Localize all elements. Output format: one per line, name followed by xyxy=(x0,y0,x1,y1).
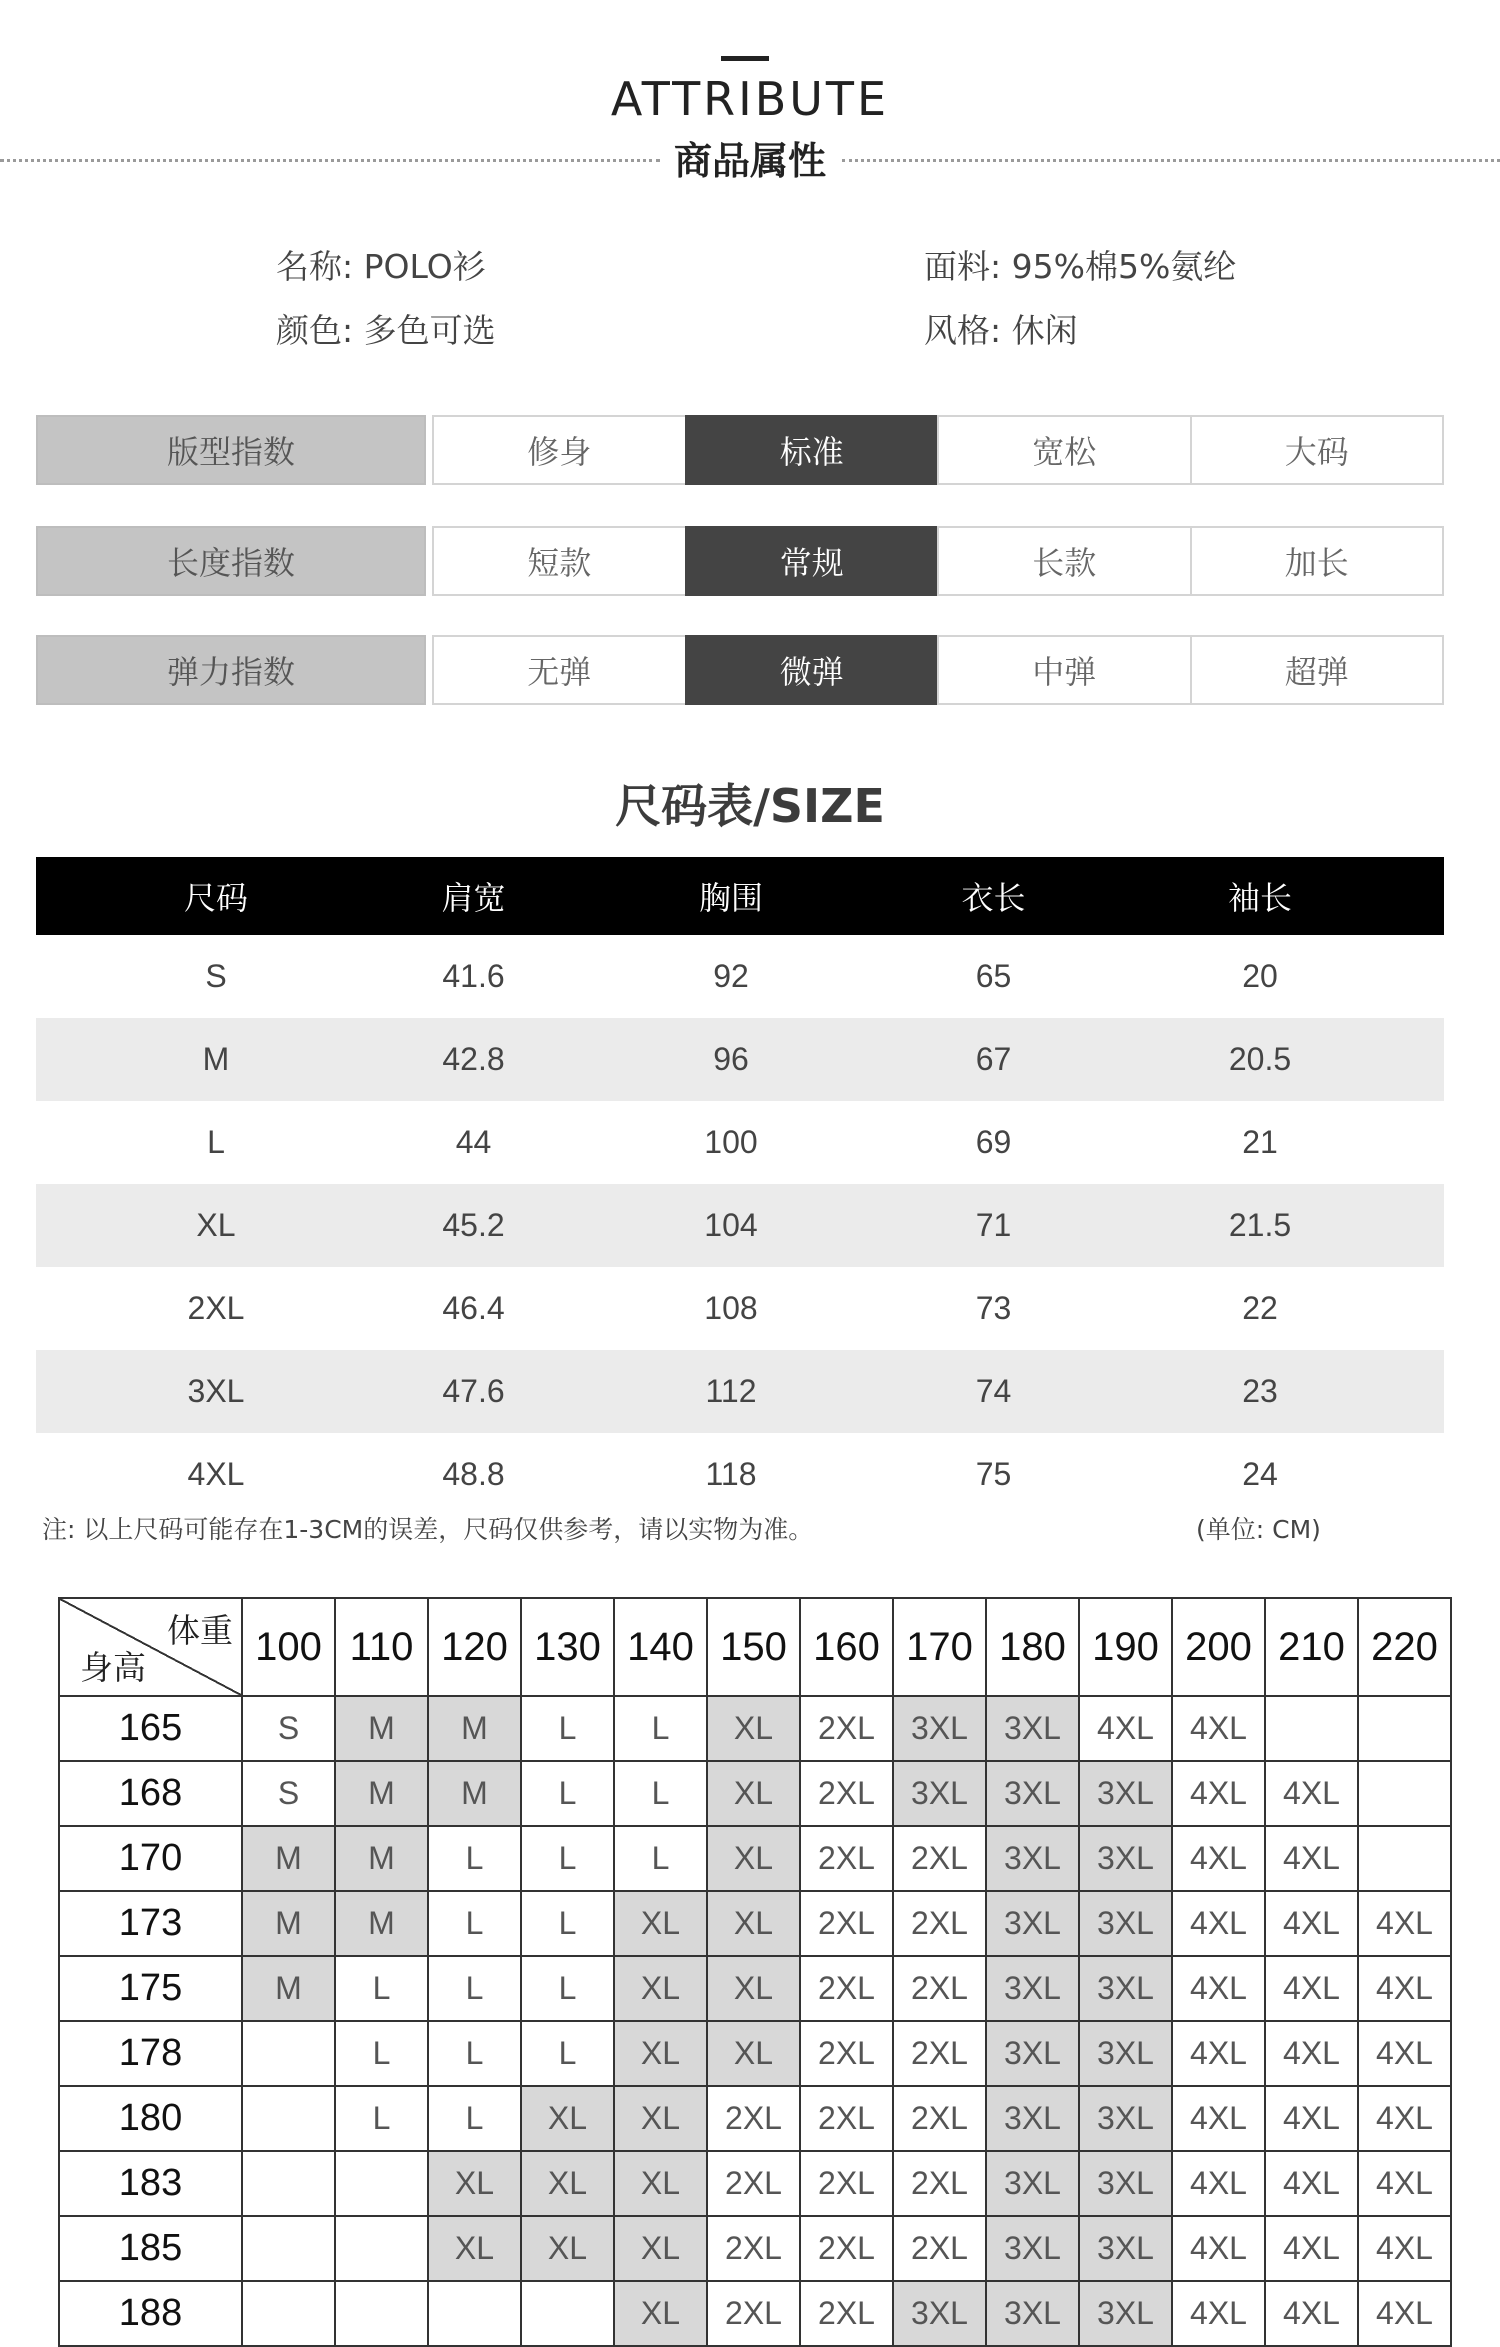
size-cell: M xyxy=(335,1761,428,1826)
weight-header: 140 xyxy=(614,1598,707,1696)
size-cell: S xyxy=(242,1761,335,1826)
size-cell: XL xyxy=(707,1761,800,1826)
size-cell: 4XL xyxy=(1172,2086,1265,2151)
height-value: 185 xyxy=(59,2216,242,2281)
table-cell: 21.5 xyxy=(1076,1184,1444,1267)
table-cell: 42.8 xyxy=(396,1018,551,1101)
size-cell xyxy=(335,2281,428,2346)
size-cell: XL xyxy=(614,2021,707,2086)
size-cell: M xyxy=(242,1826,335,1891)
table-cell: 23 xyxy=(1076,1350,1444,1433)
height-value: 183 xyxy=(59,2151,242,2216)
size-cell xyxy=(521,2281,614,2346)
size-cell: 3XL xyxy=(1079,1956,1172,2021)
table-cell: 45.2 xyxy=(396,1184,551,1267)
size-cell: 2XL xyxy=(893,2216,986,2281)
size-cell: L xyxy=(614,1696,707,1761)
size-cell: 3XL xyxy=(1079,1761,1172,1826)
size-cell: XL xyxy=(521,2216,614,2281)
size-cell: 4XL xyxy=(1265,1891,1358,1956)
weight-header: 110 xyxy=(335,1598,428,1696)
size-cell: L xyxy=(428,1891,521,1956)
stretch-index-label: 弹力指数 xyxy=(36,635,426,705)
table-cell: 96 xyxy=(551,1018,911,1101)
size-cell: 4XL xyxy=(1265,2021,1358,2086)
size-cell xyxy=(242,2216,335,2281)
height-value: 188 xyxy=(59,2281,242,2346)
table-cell: 3XL xyxy=(36,1350,396,1433)
size-cell: 2XL xyxy=(800,2021,893,2086)
chart-row xyxy=(59,2086,1451,2151)
size-cell: 2XL xyxy=(893,1956,986,2021)
size-cell: 4XL xyxy=(1079,1696,1172,1761)
table-cell: 118 xyxy=(705,1456,757,1492)
table-cell: 74 xyxy=(911,1350,1076,1433)
size-cell: 2XL xyxy=(800,2281,893,2346)
height-label: 身高 xyxy=(80,1649,146,1686)
size-cell: L xyxy=(521,1761,614,1826)
size-cell: 4XL xyxy=(1172,2151,1265,2216)
size-cell: 3XL xyxy=(986,1826,1079,1891)
size-cell: 3XL xyxy=(986,1761,1079,1826)
size-cell: XL xyxy=(428,2151,521,2216)
size-cell: 4XL xyxy=(1172,2021,1265,2086)
weight-header: 180 xyxy=(986,1598,1079,1696)
size-table-title: 尺码表/SIZE xyxy=(615,779,885,833)
size-cell: 4XL xyxy=(1358,1891,1451,1956)
size-cell: 2XL xyxy=(800,1891,893,1956)
weight-header: 150 xyxy=(707,1598,800,1696)
size-cell: 4XL xyxy=(1172,1891,1265,1956)
size-cell: 3XL xyxy=(1079,2086,1172,2151)
size-cell xyxy=(1358,1826,1451,1891)
size-table xyxy=(36,857,1444,1516)
size-cell: L xyxy=(614,1826,707,1891)
size-cell: 3XL xyxy=(893,1761,986,1826)
size-cell: 2XL xyxy=(800,1956,893,2021)
chart-row xyxy=(59,2216,1451,2281)
fit-option-standard: 标准 xyxy=(685,415,940,485)
size-cell: XL xyxy=(614,1891,707,1956)
table-cell: 4XL xyxy=(187,1456,245,1492)
size-cell: 2XL xyxy=(800,1696,893,1761)
size-cell xyxy=(242,2021,335,2086)
size-cell: L xyxy=(614,1761,707,1826)
table-cell: 71 xyxy=(911,1184,1076,1267)
size-cell: 2XL xyxy=(707,2281,800,2346)
size-unit: (单位: CM) xyxy=(1196,1515,1321,1544)
height-value: 173 xyxy=(59,1891,242,1956)
info-style: 风格: 休闲 xyxy=(924,311,1078,350)
chart-row xyxy=(59,1826,1451,1891)
weight-header: 170 xyxy=(893,1598,986,1696)
size-cell: XL xyxy=(707,1696,800,1761)
table-cell: 46.4 xyxy=(442,1290,505,1326)
info-color: 颜色: 多色可选 xyxy=(276,311,496,350)
size-cell: L xyxy=(335,1956,428,2021)
info-fabric: 面料: 95%棉5%氨纶 xyxy=(924,247,1237,286)
length-option-regular: 常规 xyxy=(685,526,940,596)
size-cell: 4XL xyxy=(1265,1826,1358,1891)
table-cell: 92 xyxy=(713,958,749,994)
size-cell: 3XL xyxy=(986,2151,1079,2216)
stretch-option-super: 超弹 xyxy=(1190,635,1445,705)
size-cell: 2XL xyxy=(707,2086,800,2151)
size-cell: 4XL xyxy=(1265,1956,1358,2021)
size-cell: L xyxy=(428,1826,521,1891)
size-cell: 4XL xyxy=(1265,2151,1358,2216)
table-cell: L xyxy=(207,1124,225,1160)
table-cell: 75 xyxy=(975,1456,1012,1492)
table-cell: M xyxy=(36,1018,396,1101)
info-name: 名称: POLO衫 xyxy=(276,247,486,286)
table-cell: 108 xyxy=(704,1290,758,1326)
size-cell: 3XL xyxy=(986,2281,1079,2346)
table-row xyxy=(36,935,1444,1018)
size-cell: XL xyxy=(614,2151,707,2216)
size-cell: 2XL xyxy=(707,2216,800,2281)
size-cell: M xyxy=(428,1696,521,1761)
chart-row xyxy=(59,2151,1451,2216)
size-cell: 2XL xyxy=(800,2151,893,2216)
weight-header: 190 xyxy=(1079,1598,1172,1696)
table-cell: 21 xyxy=(1242,1124,1278,1160)
size-cell: 4XL xyxy=(1265,1761,1358,1826)
table-cell: 24 xyxy=(1242,1456,1278,1492)
size-table-header xyxy=(36,857,1444,935)
weight-label: 体重 xyxy=(167,1612,233,1649)
size-cell: 2XL xyxy=(893,1826,986,1891)
size-cell: 3XL xyxy=(986,1956,1079,2021)
size-cell: 4XL xyxy=(1172,2281,1265,2346)
chart-row xyxy=(59,1761,1451,1826)
table-cell: 20 xyxy=(1242,958,1278,994)
table-cell: 48.8 xyxy=(442,1456,505,1492)
weight-header: 210 xyxy=(1265,1598,1358,1696)
size-cell: 3XL xyxy=(1079,2151,1172,2216)
size-note: 注: 以上尺码可能存在1-3CM的误差，尺码仅供参考，请以实物为准。 xyxy=(42,1515,814,1544)
table-row xyxy=(36,1267,1444,1350)
size-cell: XL xyxy=(614,2086,707,2151)
fit-option-slim: 修身 xyxy=(432,415,687,485)
size-cell xyxy=(335,2216,428,2281)
size-cell: 4XL xyxy=(1172,2216,1265,2281)
chart-row xyxy=(59,1696,1451,1761)
size-cell: XL xyxy=(707,1826,800,1891)
size-cell xyxy=(242,2086,335,2151)
size-cell xyxy=(1358,1696,1451,1761)
header-sleeve: 袖长 xyxy=(1076,857,1444,935)
chart-row xyxy=(59,1956,1451,2021)
size-cell: M xyxy=(428,1761,521,1826)
weight-header: 160 xyxy=(800,1598,893,1696)
size-cell: XL xyxy=(521,2086,614,2151)
size-cell: XL xyxy=(521,2151,614,2216)
fit-index-label: 版型指数 xyxy=(36,415,426,485)
size-cell: 4XL xyxy=(1172,1761,1265,1826)
size-cell: 4XL xyxy=(1172,1826,1265,1891)
table-row xyxy=(36,1350,1444,1433)
size-cell: 3XL xyxy=(1079,2281,1172,2346)
size-cell: 3XL xyxy=(1079,1891,1172,1956)
size-cell: L xyxy=(521,1826,614,1891)
chart-row xyxy=(59,1891,1451,1956)
table-cell: 104 xyxy=(551,1184,911,1267)
weight-header: 130 xyxy=(521,1598,614,1696)
size-cell: M xyxy=(242,1956,335,2021)
size-cell: M xyxy=(335,1826,428,1891)
length-option-extra-long: 加长 xyxy=(1190,526,1445,596)
size-cell: L xyxy=(521,1696,614,1761)
size-cell: XL xyxy=(614,2216,707,2281)
size-cell xyxy=(428,2281,521,2346)
header-length: 衣长 xyxy=(911,857,1076,935)
chart-row xyxy=(59,2021,1451,2086)
fit-option-plus: 大码 xyxy=(1190,415,1445,485)
height-value: 165 xyxy=(59,1696,242,1761)
size-cell: 3XL xyxy=(1079,1826,1172,1891)
table-cell: 69 xyxy=(975,1124,1012,1160)
size-cell: 2XL xyxy=(800,2216,893,2281)
size-cell xyxy=(242,2151,335,2216)
table-row xyxy=(36,1184,1444,1267)
size-cell: XL xyxy=(707,1956,800,2021)
size-cell xyxy=(335,2151,428,2216)
chart-header-row xyxy=(59,1598,1451,1696)
table-cell: 100 xyxy=(704,1124,758,1160)
size-cell: L xyxy=(521,1956,614,2021)
size-cell: 4XL xyxy=(1358,1956,1451,2021)
weight-header: 120 xyxy=(428,1598,521,1696)
table-cell: S xyxy=(205,958,227,994)
size-cell: 4XL xyxy=(1265,2086,1358,2151)
recommend-size-chart xyxy=(58,1597,1452,2347)
size-cell: 2XL xyxy=(800,1761,893,1826)
size-cell: XL xyxy=(614,1956,707,2021)
size-cell: L xyxy=(335,2021,428,2086)
table-cell: 65 xyxy=(975,958,1012,994)
size-cell: 4XL xyxy=(1265,2216,1358,2281)
stretch-option-medium: 中弹 xyxy=(937,635,1192,705)
length-option-long: 长款 xyxy=(937,526,1192,596)
size-cell: M xyxy=(242,1891,335,1956)
table-row xyxy=(36,1433,1444,1516)
chart-row xyxy=(59,2281,1451,2346)
chart-corner-cell xyxy=(59,1598,242,1696)
stretch-option-none: 无弹 xyxy=(432,635,687,705)
weight-header: 200 xyxy=(1172,1598,1265,1696)
table-cell: 41.6 xyxy=(442,958,505,994)
header-size: 尺码 xyxy=(36,857,396,935)
size-cell: 2XL xyxy=(893,2086,986,2151)
table-cell: 2XL xyxy=(187,1290,245,1326)
length-option-short: 短款 xyxy=(432,526,687,596)
size-cell: M xyxy=(335,1891,428,1956)
fit-option-loose: 宽松 xyxy=(937,415,1192,485)
height-value: 180 xyxy=(59,2086,242,2151)
table-cell: 47.6 xyxy=(396,1350,551,1433)
weight-header: 100 xyxy=(242,1598,335,1696)
size-cell: 2XL xyxy=(800,1826,893,1891)
length-index-label: 长度指数 xyxy=(36,526,426,596)
length-index-row xyxy=(36,526,1444,596)
size-cell: 3XL xyxy=(893,1696,986,1761)
size-cell: 2XL xyxy=(800,2086,893,2151)
table-cell: XL xyxy=(36,1184,396,1267)
table-cell: 112 xyxy=(551,1350,911,1433)
weight-header: 220 xyxy=(1358,1598,1451,1696)
size-cell: 4XL xyxy=(1358,2151,1451,2216)
size-cell: 2XL xyxy=(893,2021,986,2086)
table-cell: 22 xyxy=(1242,1290,1278,1326)
height-value: 178 xyxy=(59,2021,242,2086)
size-cell: L xyxy=(521,2021,614,2086)
size-cell: 4XL xyxy=(1358,2216,1451,2281)
attribute-title-cn: 商品属性 xyxy=(673,139,826,183)
size-cell: 3XL xyxy=(986,2086,1079,2151)
size-cell: S xyxy=(242,1696,335,1761)
size-cell: 4XL xyxy=(1172,1956,1265,2021)
size-cell: L xyxy=(335,2086,428,2151)
size-cell xyxy=(1358,1761,1451,1826)
table-cell: 44 xyxy=(455,1124,492,1160)
size-cell: M xyxy=(335,1696,428,1761)
height-value: 175 xyxy=(59,1956,242,2021)
size-cell: 3XL xyxy=(986,1891,1079,1956)
size-cell: 4XL xyxy=(1265,2281,1358,2346)
size-cell: L xyxy=(428,2086,521,2151)
table-row xyxy=(36,1101,1444,1184)
size-cell: 3XL xyxy=(986,2021,1079,2086)
stretch-index-row xyxy=(36,635,1444,705)
height-value: 168 xyxy=(59,1761,242,1826)
size-cell: 4XL xyxy=(1172,1696,1265,1761)
size-cell xyxy=(1265,1696,1358,1761)
height-value: 170 xyxy=(59,1826,242,1891)
size-cell: 2XL xyxy=(893,2151,986,2216)
size-cell: XL xyxy=(428,2216,521,2281)
size-cell: 2XL xyxy=(893,1891,986,1956)
size-cell: 3XL xyxy=(986,2216,1079,2281)
title-bar-decoration xyxy=(721,56,769,61)
size-cell: 2XL xyxy=(707,2151,800,2216)
size-cell: XL xyxy=(614,2281,707,2346)
size-cell xyxy=(242,2281,335,2346)
size-cell: 4XL xyxy=(1358,2281,1451,2346)
attribute-title-en: ATTRIBUTE xyxy=(610,72,890,126)
size-cell: L xyxy=(428,1956,521,2021)
size-cell: L xyxy=(428,2021,521,2086)
size-cell: 3XL xyxy=(1079,2021,1172,2086)
table-cell: 20.5 xyxy=(1076,1018,1444,1101)
header-shoulder: 肩宽 xyxy=(396,857,551,935)
table-row xyxy=(36,1018,1444,1101)
size-cell: XL xyxy=(707,1891,800,1956)
size-cell: L xyxy=(521,1891,614,1956)
header-chest: 胸围 xyxy=(551,857,911,935)
table-cell: 67 xyxy=(911,1018,1076,1101)
table-cell: 73 xyxy=(975,1290,1012,1326)
size-cell: 3XL xyxy=(986,1696,1079,1761)
stretch-option-slight: 微弹 xyxy=(685,635,940,705)
size-cell: XL xyxy=(707,2021,800,2086)
size-cell: 3XL xyxy=(893,2281,986,2346)
size-cell: 4XL xyxy=(1358,2086,1451,2151)
size-cell: 4XL xyxy=(1358,2021,1451,2086)
size-cell: 3XL xyxy=(1079,2216,1172,2281)
fit-index-row xyxy=(36,415,1444,485)
